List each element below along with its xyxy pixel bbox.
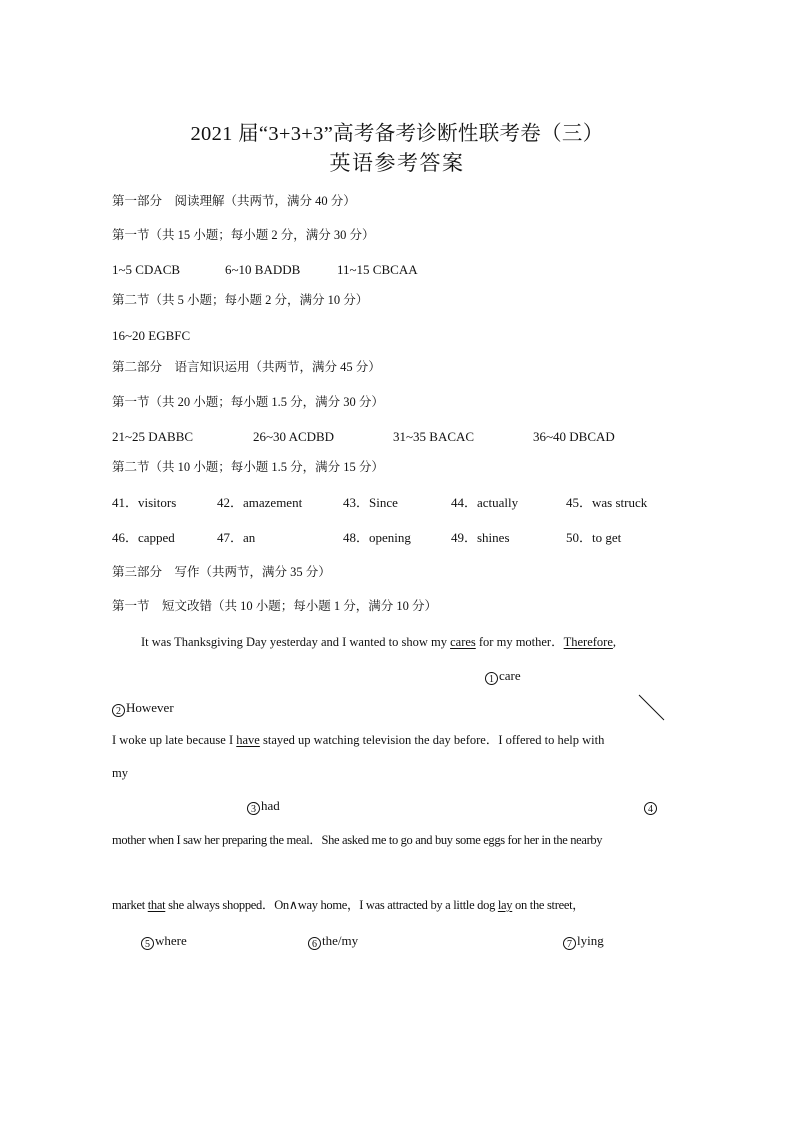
answer-item: 42．amazement bbox=[217, 495, 303, 510]
answer-group: 11~15 CBCAA bbox=[337, 262, 418, 277]
answer-group: 26~30 ACDBD bbox=[253, 429, 335, 444]
correction-5: 5 where bbox=[141, 934, 187, 950]
error-word: have bbox=[236, 733, 260, 747]
passage-line-2: I woke up late because I have stayed up watching television the day before．I offered to help with bbox=[112, 733, 605, 747]
answer-item: 49．shines bbox=[451, 530, 510, 545]
answer-item: 44．actually bbox=[451, 495, 519, 510]
page-title: 2021 届“3+3+3”高考备考诊断性联考卷（三） bbox=[190, 123, 604, 145]
part1-section2-heading: 第二节（共 5 小题；每小题 2 分，满分 10 分） bbox=[112, 293, 369, 307]
answer-group: 1~5 CDACB bbox=[112, 262, 181, 277]
answer-group: 21~25 DABBC bbox=[112, 429, 194, 444]
correction-1: 1 care bbox=[485, 669, 521, 685]
answer-item: 50．to get bbox=[566, 530, 622, 545]
passage-line-2b: my bbox=[112, 766, 128, 780]
error-word: Therefore bbox=[563, 635, 613, 649]
part3-heading: 第三部分 写作（共两节，满分 35 分） bbox=[112, 565, 331, 579]
part2-section1-heading: 第一节（共 20 小题；每小题 1.5 分，满分 30 分） bbox=[112, 395, 384, 409]
error-word: lay bbox=[497, 898, 513, 912]
correction-2: 2 However bbox=[112, 701, 174, 717]
answer-item: 46．capped bbox=[112, 530, 175, 545]
answer-group: 31~35 BACAC bbox=[393, 429, 475, 444]
answer-item: 45．was struck bbox=[566, 495, 648, 510]
answer-item: 47．an bbox=[217, 530, 256, 545]
passage-line-1: It was Thanksgiving Day yesterday and I wanted to show my cares for my mother．Therefore, bbox=[141, 635, 617, 649]
error-word: cares bbox=[450, 635, 476, 649]
correction-4: 4 bbox=[644, 799, 658, 815]
deletion-slash-icon bbox=[638, 694, 666, 722]
answer-group: 6~10 BADDB bbox=[225, 262, 301, 277]
part3-section1-heading: 第一节 短文改错（共 10 小题；每小题 1 分，满分 10 分） bbox=[112, 599, 438, 613]
correction-7: 7 lying bbox=[563, 934, 604, 950]
answer-item: 43．Since bbox=[343, 495, 398, 510]
correction-6: 6 the/my bbox=[308, 934, 358, 950]
answer-group: 16~20 EGBFC bbox=[112, 328, 191, 343]
answer-item: 48．opening bbox=[343, 530, 411, 545]
part2-heading: 第二部分 语言知识运用（共两节，满分 45 分） bbox=[112, 360, 381, 374]
part1-heading: 第一部分 阅读理解（共两节，满分 40 分） bbox=[112, 194, 356, 208]
answer-item: 41．visitors bbox=[112, 495, 177, 510]
part2-section2-heading: 第二节（共 10 小题；每小题 1.5 分，满分 15 分） bbox=[112, 460, 384, 474]
error-word: that bbox=[147, 898, 166, 912]
answer-group: 36~40 DBCAD bbox=[533, 429, 615, 444]
passage-line-3: mother when I saw her preparing the meal．She asked me to go and buy some eggs for her in the nearby bbox=[112, 833, 603, 847]
page-subtitle: 英语参考答案 bbox=[329, 151, 465, 175]
correction-3: 3 had bbox=[247, 799, 280, 815]
passage-line-4: market that she always shopped．On∧way home，I was attracted by a little dog lay on the street， bbox=[112, 898, 585, 912]
part1-section1-heading: 第一节（共 15 小题；每小题 2 分，满分 30 分） bbox=[112, 228, 375, 242]
